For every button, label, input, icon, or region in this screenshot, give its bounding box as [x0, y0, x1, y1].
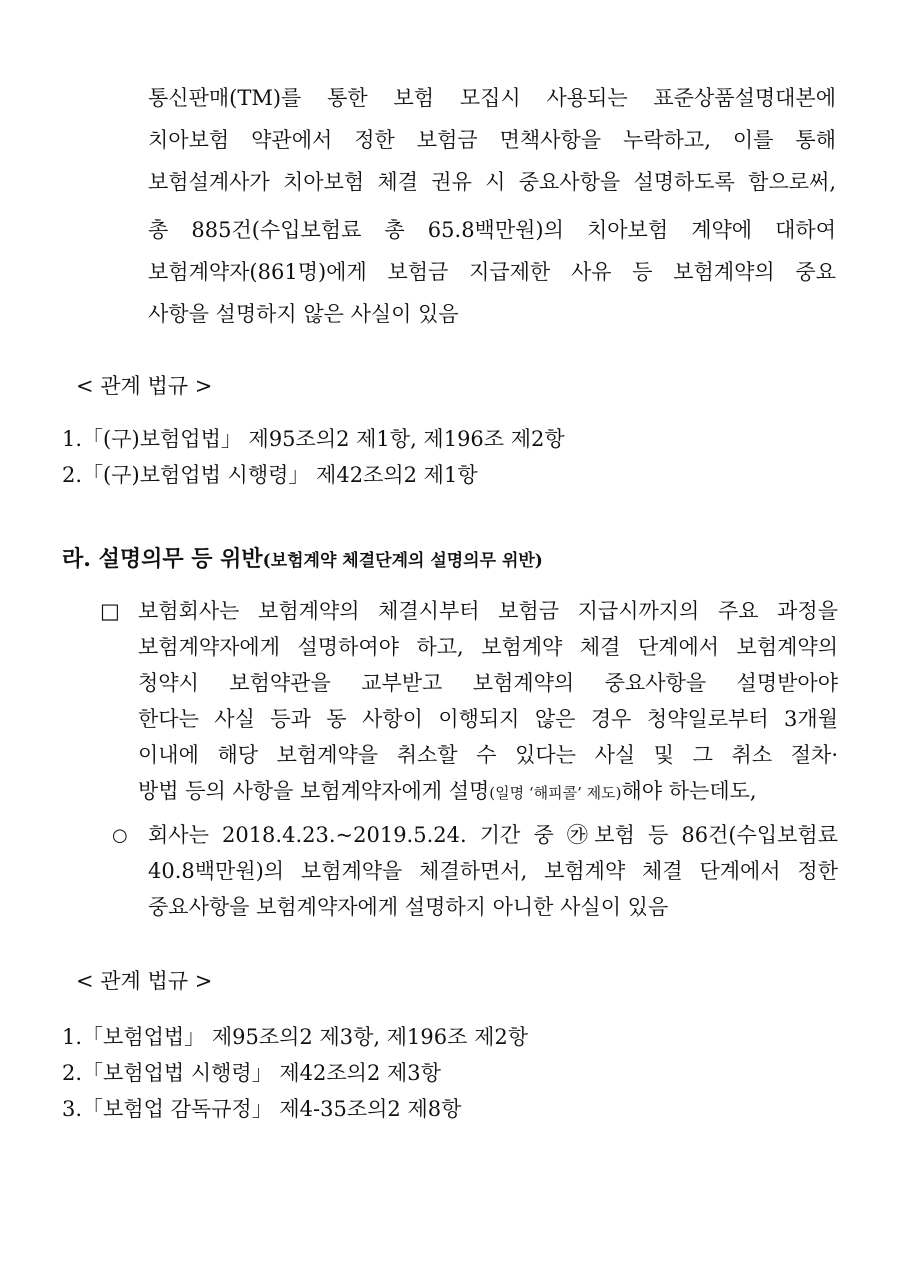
box-line-6	[138, 776, 757, 808]
bullet-line-3: 중요사항을 보험계약자에게 설명하지 아니한 사실이 있음	[148, 895, 669, 919]
paragraph1-line-1: 통신판매(TM)를 통한 보험 모집시 사용되는 표준상품설명대본에	[148, 86, 836, 110]
bullet-line-2: 40.8백만원)의 보험계약을 체결하면서, 보험계약 체결 단계에서 정한	[148, 859, 838, 883]
laws-heading-2: < 관계 법규 >	[76, 969, 213, 993]
box-line-1: 보험회사는 보험계약의 체결시부터 보험금 지급시까지의 주요 과정을	[138, 599, 838, 623]
section-heading	[62, 544, 543, 576]
paragraph2-line-3: 사항을 설명하지 않은 사실이 있음	[148, 302, 459, 326]
law-item: 1.「(구)보험업법」 제95조의2 제1항, 제196조 제2항	[62, 427, 565, 451]
paragraph2-line-1: 총 885건(수입보험료 총 65.8백만원)의 치아보험 계약에 대하여	[148, 218, 836, 242]
paragraph2-line-2: 보험계약자(861명)에게 보험금 지급제한 사유 등 보험계약의 중요	[148, 260, 836, 284]
box-line-6-post: 해야 하는데도,	[621, 779, 757, 803]
box-line-3: 청약시 보험약관을 교부받고 보험계약의 중요사항을 설명받아야	[138, 671, 838, 695]
laws-heading-1: < 관계 법규 >	[76, 374, 213, 398]
paragraph1-line-3: 보험설계사가 치아보험 체결 권유 시 중요사항을 설명하도록 함으로써,	[148, 170, 836, 194]
section-heading-sub: (보험계약 체결단계의 설명의무 위반)	[262, 551, 543, 571]
circle-bullet-icon: ○	[112, 825, 128, 846]
box-line-5: 이내에 해당 보험계약을 취소할 수 있다는 사실 및 그 취소 절차·	[138, 743, 838, 767]
law-item: 3.「보험업 감독규정」 제4-35조의2 제8항	[62, 1097, 462, 1121]
box-line-6-pre: 방법 등의 사항을 보험계약자에게 설명	[138, 779, 490, 803]
law-item: 2.「보험업법 시행령」 제42조의2 제3항	[62, 1061, 441, 1085]
section-heading-main: 라. 설명의무 등 위반	[62, 546, 263, 572]
box-line-4: 한다는 사실 등과 동 사항이 이행되지 않은 경우 청약일로부터 3개월	[138, 707, 838, 731]
law-item: 2.「(구)보험업법 시행령」 제42조의2 제1항	[62, 463, 478, 487]
paragraph1-line-2: 치아보험 약관에서 정한 보험금 면책사항을 누락하고, 이를 통해	[148, 128, 836, 152]
box-line-6-small: (일명 ‘해피콜’ 제도)	[489, 784, 622, 802]
square-bullet-icon: □	[100, 599, 120, 623]
bullet-line-1: 회사는 2018.4.23.~2019.5.24. 기간 중 ㉮보험 등 86건(수입보험료	[148, 823, 838, 847]
box-line-2: 보험계약자에게 설명하여야 하고, 보험계약 체결 단계에서 보험계약의	[138, 635, 838, 659]
law-item: 1.「보험업법」 제95조의2 제3항, 제196조 제2항	[62, 1025, 529, 1049]
